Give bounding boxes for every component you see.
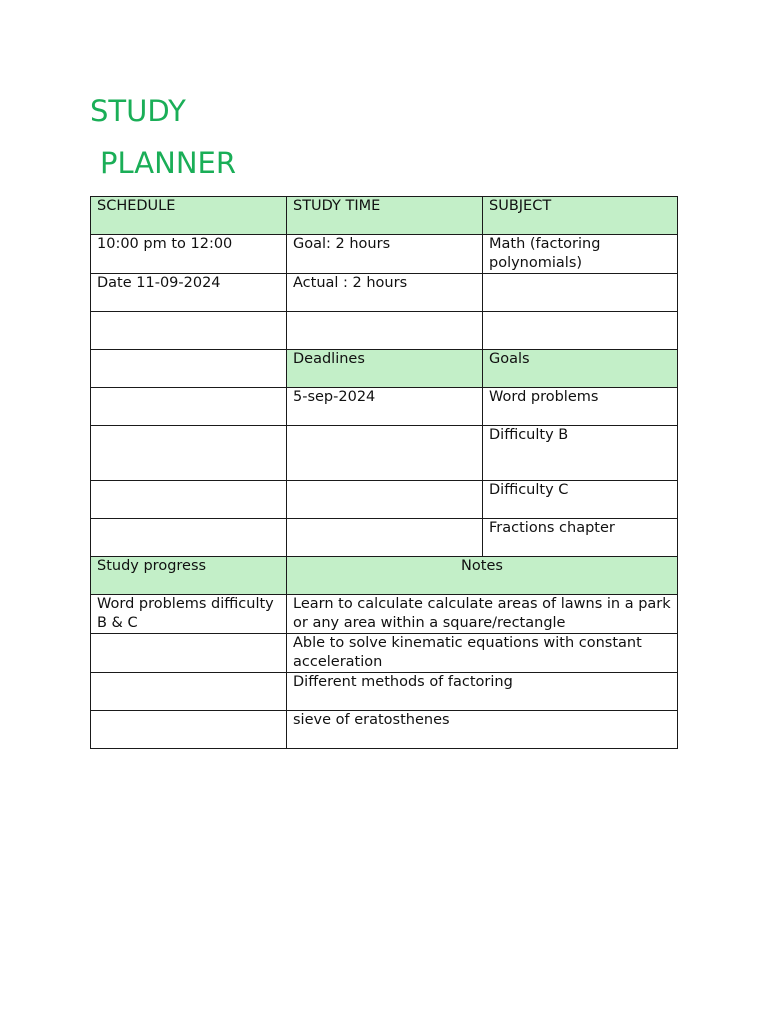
header-schedule: SCHEDULE [91, 197, 287, 235]
title-line-planner: PLANNER [100, 146, 237, 180]
table-row [91, 481, 678, 519]
empty-cell [91, 519, 287, 557]
note-cell: sieve of eratosthenes [287, 711, 678, 749]
schedule-time-cell: 10:00 pm to 12:00 [91, 235, 287, 274]
table-row [91, 426, 678, 481]
header-subject: SUBJECT [483, 197, 678, 235]
empty-cell [91, 312, 287, 350]
goal-cell: Difficulty B [483, 426, 678, 481]
schedule-date-cell: Date 11-09-2024 [91, 274, 287, 312]
goal-cell: Word problems [483, 388, 678, 426]
goal-cell: Difficulty C [483, 481, 678, 519]
header-goals: Goals [483, 350, 678, 388]
table-row [91, 274, 678, 312]
table-row [91, 197, 678, 235]
table-row [91, 634, 678, 673]
table-row [91, 711, 678, 749]
note-cell: Able to solve kinematic equations with constant acceleration [287, 634, 678, 673]
empty-cell [91, 481, 287, 519]
empty-cell [91, 426, 287, 481]
deadline-cell: 5-sep-2024 [287, 388, 483, 426]
empty-cell [287, 519, 483, 557]
empty-cell [483, 312, 678, 350]
empty-cell [483, 274, 678, 312]
empty-cell [287, 312, 483, 350]
table-row [91, 673, 678, 711]
table-row [91, 388, 678, 426]
header-study-time: STUDY TIME [287, 197, 483, 235]
note-cell: Different methods of factoring [287, 673, 678, 711]
header-study-progress: Study progress [91, 557, 287, 595]
empty-cell [91, 634, 287, 673]
table-row [91, 350, 678, 388]
empty-cell [287, 426, 483, 481]
subject-cell: Math (factoring polynomials) [483, 235, 678, 274]
title-line-study: STUDY [90, 94, 186, 128]
empty-cell [91, 673, 287, 711]
table-row [91, 519, 678, 557]
empty-cell [287, 481, 483, 519]
empty-cell [91, 350, 287, 388]
empty-cell [91, 388, 287, 426]
empty-cell [91, 711, 287, 749]
table-row [91, 557, 678, 595]
header-notes: Notes [287, 557, 678, 595]
header-deadlines: Deadlines [287, 350, 483, 388]
study-time-actual-cell: Actual : 2 hours [287, 274, 483, 312]
table-row [91, 235, 678, 274]
progress-cell: Word problems difficulty B & C [91, 595, 287, 634]
table-row [91, 595, 678, 634]
table-row [91, 312, 678, 350]
study-time-goal-cell: Goal: 2 hours [287, 235, 483, 274]
note-cell: Learn to calculate calculate areas of lawns in a park or any area within a square/rectangle [287, 595, 678, 634]
study-planner-table [90, 196, 678, 749]
goal-cell: Fractions chapter [483, 519, 678, 557]
